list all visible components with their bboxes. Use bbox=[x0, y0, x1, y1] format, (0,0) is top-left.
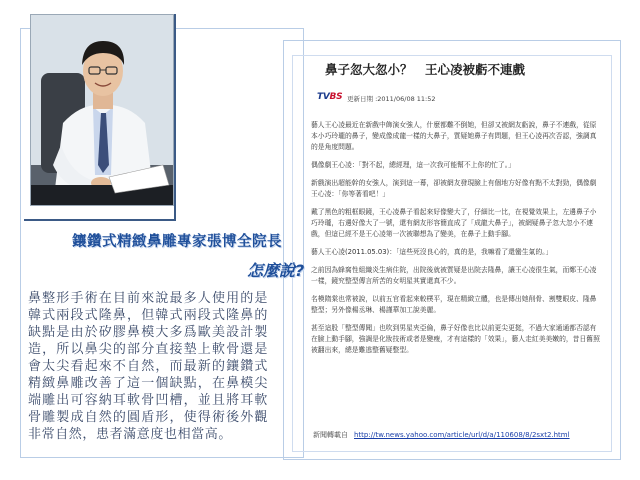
article-paragraph: 新戲演出超能幹的女強人，演到這一幕，卻被網友發現臉上有個地方好像有點不太對勁，偶像劇王心凌：「你等著看吧！」 bbox=[311, 179, 597, 198]
source-link[interactable]: http://tw.news.yahoo.com/article/url/d/a/110608/8/2sxt2.html bbox=[354, 431, 570, 439]
article-updated-date: 更新日期 :2011/06/08 11:52 bbox=[347, 95, 436, 103]
tvbs-logo-main: TV bbox=[317, 92, 330, 102]
article-body bbox=[311, 120, 601, 363]
headline-subtitle: 怎麼說? bbox=[247, 261, 305, 280]
article-paragraph: 甚至這股「整型傳聞」也吹到男星夾亞倫，鼻子好像也比以前更尖更挺，不過大家通通都否認有在臉上動手腳，強調是化妝技術或者是變瘦，才有這樣的「效果」，藝人走紅美美嫩的，昔日舊照被翻出來，總是難逃整舊疑整型。 bbox=[311, 324, 600, 354]
news-article bbox=[305, 58, 601, 448]
article-paragraph: 藝人王心凌(2011.05.03)：「這些死沒良心的，真的是，我嘛看了還蠻生氣的。」 bbox=[311, 248, 553, 256]
article-paragraph: 偶像劇王心凌：「對不起，總經理，這一次我可能幫不上你的忙了。」 bbox=[311, 161, 515, 169]
tvbs-logo-accent: BS bbox=[329, 92, 343, 102]
article-title: 鼻子忽大忽小？ 王心凌被虧不連戲 bbox=[325, 62, 526, 77]
tvbs-logo bbox=[317, 92, 342, 102]
article-paragraph: 戴了黑色的粗框眼鏡，王心凌鼻子看起來好像變大了，仔細比一比，在視覺效果上，左邊鼻子小巧玲瓏，右邊好像大了一號，還有網友形容簡直成了「成龍大鼻子」，被網疑鼻子忽大忽小不連戲，但這已經不是王心凌第一次被聯想為了變美，在鼻子上動手腳。 bbox=[311, 208, 597, 238]
article-paragraph: 藝人王心凌最近在新戲中飾演女強人，什麼都難不倒她，但卻又被網友虧說，鼻子不連戲，從原本小巧玲瓏的鼻子，變成像成龍一樣的大鼻子，質疑她鼻子有問題，但王心凌再次否認，強調真的是角度問題。 bbox=[311, 121, 597, 151]
article-paragraph: 名模隋棠也常被說，以前五官看起來較樸平，現在精緻立體，也是傳出她削骨、割雙眼皮、隆鼻整型；另外像楊丞琳、楊謹華加工說美麗。 bbox=[311, 295, 597, 314]
source-label: 新聞轉載自 bbox=[313, 431, 348, 439]
headline: 鑲鑽式精緻鼻雕專家張博全院長 bbox=[72, 234, 282, 250]
body-paragraph: 鼻整形手術在目前來說最多人使用的是韓式兩段式隆鼻，但韓式兩段式隆鼻的缺點是由於矽膠鼻模大多爲歐美設計製造，所以鼻尖的部分直接墊上軟骨還是會太尖看起來不自然，而最新的鑲鑽式精緻鼻雕改善了這一個缺點，在鼻模尖端雕出可容納耳軟骨凹槽，並且將耳軟骨雕製成自然的圓盾形，使得術後外觀非常自然，患者滿意度也相當高。 bbox=[28, 291, 268, 442]
doctor-photo bbox=[30, 14, 174, 206]
source-line bbox=[313, 430, 570, 440]
article-paragraph: 之前因為蜂窩性組織炎生病住院，出院後就被質疑是出院去隆鼻，讓王心凌很生氣，而鄭王心凌一樣，鏡究整型傳言所苦的女明星其實還真不少。 bbox=[311, 266, 597, 285]
